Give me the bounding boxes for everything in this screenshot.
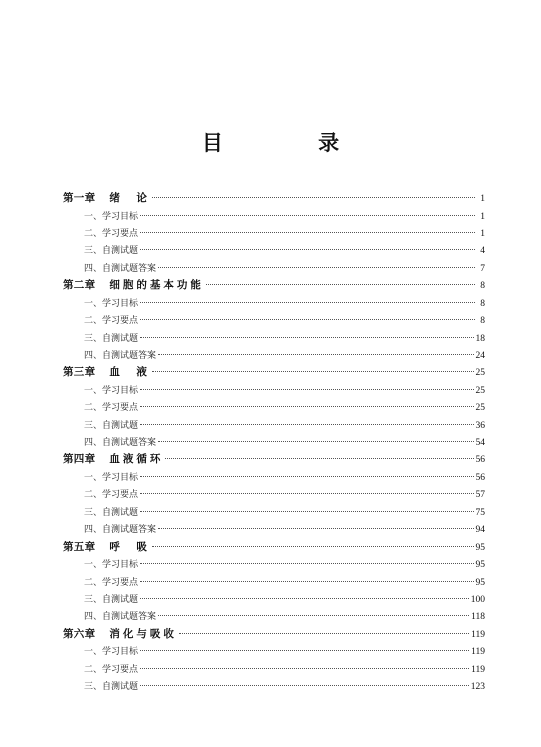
section-title: 四、自测试题答案	[84, 525, 157, 536]
section-title: 三、自测试题	[84, 682, 139, 693]
dot-leader	[140, 379, 473, 390]
chapter-label	[63, 451, 163, 466]
section-page-number: 75	[475, 507, 485, 518]
section-title: 一、学习目标	[84, 211, 139, 222]
section-page-number: 94	[475, 525, 485, 536]
dot-leader	[140, 483, 473, 494]
dot-leader	[140, 239, 475, 250]
dot-leader	[140, 571, 473, 582]
chapter-title: 细胞的基本功能	[109, 279, 204, 292]
dot-leader	[140, 222, 475, 233]
chapter-page-number: 1	[480, 194, 485, 204]
chapter-number: 第六章	[63, 627, 96, 640]
dot-leader	[140, 327, 473, 338]
section-page-number: 119	[471, 647, 485, 658]
section-page-number: 1	[480, 211, 485, 222]
chapter-title: 消化与吸收	[109, 627, 177, 640]
section-title: 一、学习目标	[84, 298, 139, 309]
dot-leader	[140, 466, 473, 477]
dot-leader	[179, 623, 469, 634]
dot-leader	[140, 414, 473, 425]
chapter-label	[63, 190, 150, 205]
chapter-page-number: 119	[471, 629, 485, 640]
chapter-title: 呼 吸	[109, 540, 150, 553]
table-of-contents	[63, 190, 485, 696]
section-page-number: 54	[475, 438, 485, 449]
section-page-number: 56	[475, 473, 485, 484]
section-title: 二、学习要点	[84, 490, 139, 501]
section-page-number: 123	[470, 682, 485, 693]
section-title: 四、自测试题答案	[84, 350, 157, 361]
dot-leader	[140, 396, 473, 407]
section-title: 三、自测试题	[84, 420, 139, 431]
section-page-number: 100	[470, 595, 485, 605]
chapter-title: 血液循环	[109, 453, 164, 466]
section-title: 三、自测试题	[84, 333, 139, 344]
chapter-number: 第五章	[63, 540, 96, 553]
dot-leader	[152, 187, 475, 198]
section-page-number: 18	[475, 333, 485, 344]
chapter-page-number: 56	[475, 455, 485, 466]
section-title: 一、学习目标	[84, 385, 139, 396]
section-page-number: 4	[480, 246, 485, 257]
section-page-number: 95	[475, 560, 485, 571]
chapter-label	[63, 277, 204, 292]
section-title: 二、学习要点	[84, 664, 139, 675]
chapter-title: 血 液	[109, 366, 150, 379]
dot-leader	[158, 257, 475, 268]
toc-section-entry	[63, 678, 485, 695]
dot-leader	[140, 658, 469, 669]
section-page-number: 1	[480, 228, 485, 239]
section-page-number: 119	[471, 664, 485, 675]
chapter-number: 第一章	[63, 192, 96, 204]
section-page-number: 7	[480, 263, 485, 274]
dot-leader	[140, 309, 475, 320]
section-page-number: 57	[475, 490, 485, 501]
dot-leader	[152, 536, 474, 547]
section-page-number: 24	[475, 350, 485, 361]
section-title: 二、学习要点	[84, 403, 139, 414]
chapter-page-number: 8	[480, 281, 485, 292]
section-title: 一、学习目标	[84, 473, 139, 484]
dot-leader	[206, 274, 475, 285]
section-page-number: 95	[475, 577, 485, 588]
section-title: 一、学习目标	[84, 560, 139, 571]
chapter-number: 第二章	[63, 279, 96, 292]
section-title: 二、学习要点	[84, 577, 139, 588]
section-title: 一、学习目标	[84, 647, 139, 658]
section-title: 三、自测试题	[84, 507, 139, 518]
section-page-number: 8	[480, 298, 485, 309]
section-page-number: 36	[475, 420, 485, 431]
dot-leader	[140, 501, 473, 512]
dot-leader	[140, 292, 475, 303]
chapter-label	[63, 364, 150, 379]
section-title: 三、自测试题	[84, 595, 139, 605]
chapter-label	[63, 539, 150, 554]
dot-leader	[158, 518, 473, 529]
section-page-number: 25	[475, 403, 485, 414]
dot-leader	[158, 344, 473, 355]
dot-leader	[152, 361, 474, 372]
chapter-page-number: 25	[475, 368, 485, 379]
section-title: 四、自测试题答案	[84, 612, 157, 623]
dot-leader	[140, 553, 473, 564]
section-title: 四、自测试题答案	[84, 263, 157, 274]
page-title: 目 录	[201, 130, 384, 155]
chapter-title: 绪 论	[109, 192, 150, 204]
section-title: 二、学习要点	[84, 228, 139, 239]
dot-leader	[165, 448, 473, 459]
section-page-number: 25	[475, 385, 485, 396]
dot-leader	[140, 588, 469, 599]
section-title: 四、自测试题答案	[84, 438, 157, 449]
dot-leader	[140, 640, 469, 651]
dot-leader	[158, 605, 469, 616]
dot-leader	[140, 675, 469, 686]
dot-leader	[158, 431, 473, 442]
section-title: 二、学习要点	[84, 316, 139, 327]
dot-leader	[140, 205, 475, 216]
section-page-number: 8	[480, 316, 485, 327]
chapter-page-number: 95	[475, 542, 485, 553]
section-title: 三、自测试题	[84, 246, 139, 257]
chapter-number: 第三章	[63, 366, 96, 379]
chapter-number: 第四章	[63, 453, 96, 466]
chapter-label	[63, 626, 177, 641]
section-page-number: 118	[471, 612, 485, 623]
